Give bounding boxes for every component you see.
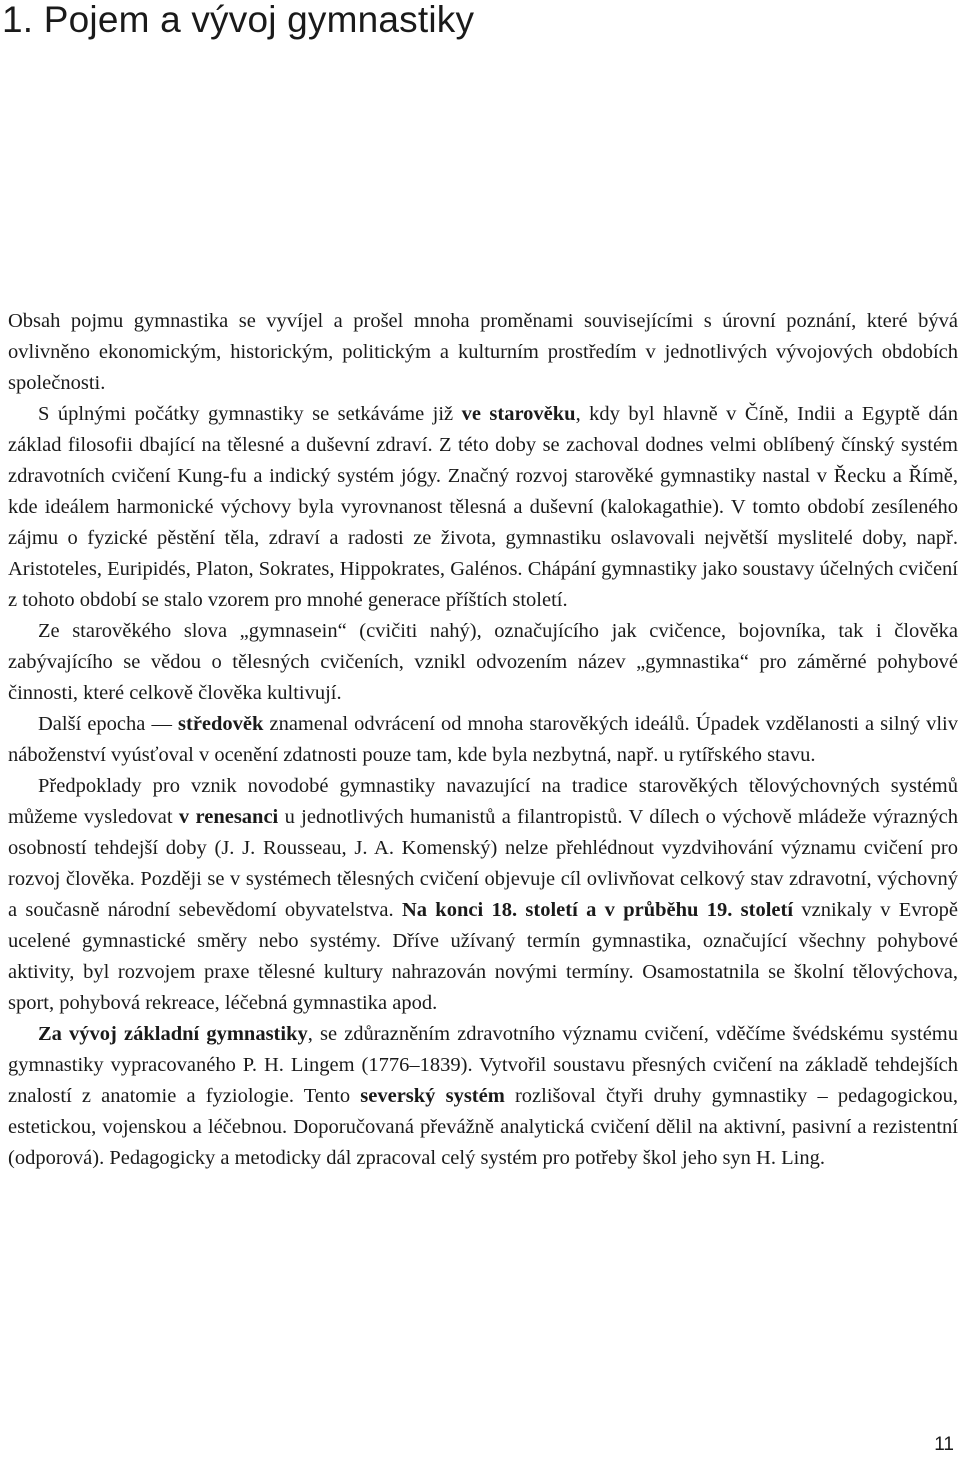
paragraph xyxy=(8,1019,958,1174)
text-run: Další epocha — xyxy=(38,713,179,735)
text-run: u jednotlivých humanistů a filantropistů. V dílech o výchově mládeže výrazných osobností tehdejší doby (J. J. Rousseau, J. A. Komenský) nelze přehlédnout vyzdvihování významu cvičení pro rozvoj člověka. Později se v systémech tělesných cvičení objevuje cíl ovlivňovat celkový stav zdravotní, výchovný a současně národní sebevědomí obyvatelstva. xyxy=(8,806,958,921)
text-run: S úplnými počátky gymnastiky se setkáváme již xyxy=(38,403,462,425)
paragraph xyxy=(8,306,958,399)
text-run: vznikaly v Evropě ucelené gymnastické směry nebo systémy. Dříve užívaný termín gymnastika, označující všechny pohybové aktivity, byl rozvojem praxe tělesné kultury nahrazován novými termíny. Osamostatnila se školní tělovýchova, sport, pohybová rekreace, léčebná gymnastika apod. xyxy=(8,899,958,1014)
page-title: 1. Pojem a vývoj gymnastiky xyxy=(2,0,475,40)
text-run: , se zdůrazněním zdravotního významu cvičení, vděčíme švédskému systému gymnastiky vypracovaného P. H. Lingem (1776–1839). Vytvořil soustavu přesných cvičení na základě tehdejších znalostí z anatomie a fyziologie. Tento xyxy=(8,1023,958,1107)
text-run: Obsah pojmu gymnastika se vyvíjel a prošel mnoha proměnami souvisejícími s úrovní poznání, které bývá ovlivněno ekonomickým, historickým, politickým a kulturním prostředím v jednotlivých vývojových obdobích společnosti. xyxy=(8,310,958,394)
text-run: , kdy byl hlavně v Číně, Indii a Egyptě dán základ filosofii dbající na tělesné a duševní zdraví. Z této doby se zachoval dodnes velmi oblíbený čínský systém zdravotních cvičení Kung-fu a indický systém jógy. Značný rozvoj starověké gymnastiky nastal v Řecku a Římě, kde ideálem harmonické výchovy byla vyrovnanost tělesná a duševní (kalokagathie). V tomto období zesíleného zájmu o fyzické pěstění těla, zdraví a radosti ze života, gymnastiku oslavovali největší myslitelé doby, např. Aristoteles, Euripidés, Platon, Sokrates, Hippokrates, Galénos. Chápání gymnastiky jako soustavy účelných cvičení z tohoto období se stalo vzorem pro mnohé generace příštích století. xyxy=(8,403,958,611)
paragraph xyxy=(8,616,958,709)
text-run: rozlišoval čtyři druhy gymnastiky – pedagogickou, estetickou, vojenskou a léčebnou. Doporučovaná převážně analytická cvičení dělil na aktivní, pasivní a rezistentní (odporová). Pedagogicky a metodicky dál zpracoval celý systém pro potřeby škol jeho syn H. Ling. xyxy=(8,1085,958,1169)
emphasis-text: středověk xyxy=(178,713,264,735)
page-number: 11 xyxy=(934,1434,954,1455)
emphasis-text: severský systém xyxy=(360,1085,505,1107)
emphasis-text: Na konci 18. století a v průběhu 19. století xyxy=(401,899,794,921)
paragraph xyxy=(8,771,958,1019)
paragraph xyxy=(8,709,958,771)
text-run: Ze starověkého slova „gymnasein“ (cvičiti nahý), označujícího jak cvičence, bojovníka, tak i člověka zabývajícího se vědou o tělesných cvičeních, vznikl odvozením název „gymnastika“ pro záměrné pohybové činnosti, které celkově člověka kultivují. xyxy=(8,620,958,704)
emphasis-text: ve starověku xyxy=(461,403,576,425)
text-run: Předpoklady pro vznik novodobé gymnastiky navazující na tradice starověkých tělovýchovných systémů můžeme vysledovat xyxy=(8,775,958,828)
text-run: znamenal odvrácení od mnoha starověkých ideálů. Úpadek vzdělanosti a silný vliv náboženství vyúsťoval v ocenění zdatnosti pouze tam, kde byla nezbytná, např. u rytířského stavu. xyxy=(8,713,958,766)
paragraph xyxy=(8,399,958,616)
emphasis-text: v renesanci xyxy=(178,806,279,828)
emphasis-text: Za vývoj základní gymnastiky xyxy=(38,1023,308,1045)
body-text xyxy=(8,306,958,1174)
